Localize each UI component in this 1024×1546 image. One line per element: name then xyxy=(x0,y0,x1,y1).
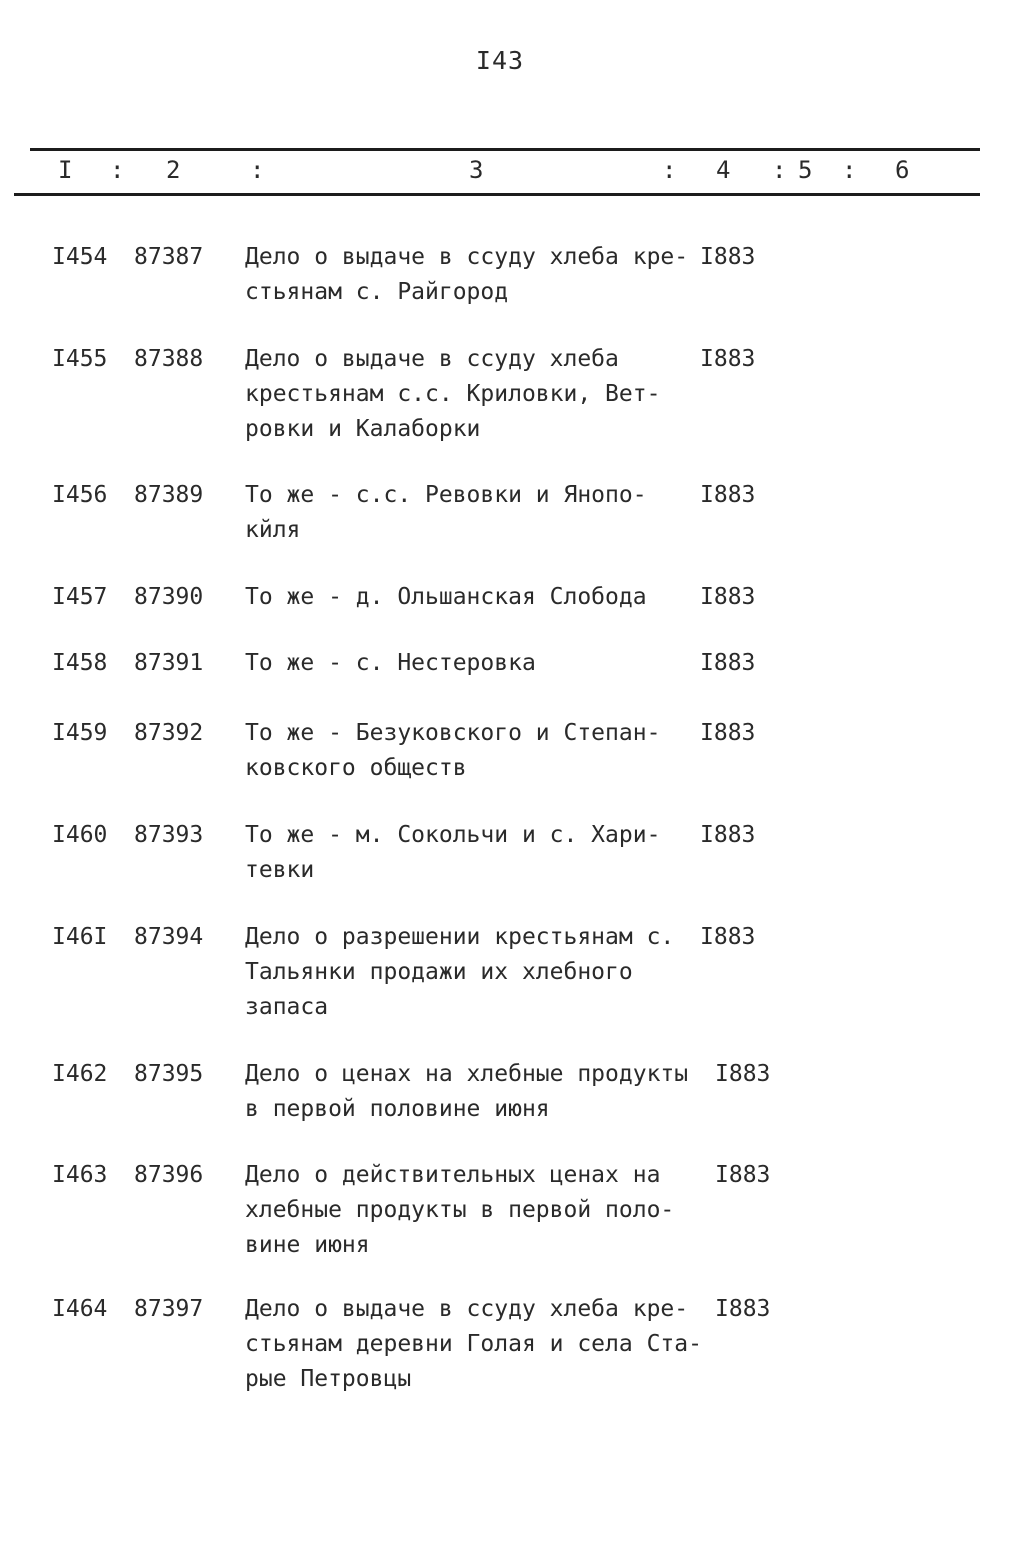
item-number: I460 xyxy=(52,822,108,848)
page-number: I43 xyxy=(475,46,525,75)
item-number: I457 xyxy=(52,584,108,610)
file-title: То же - с. Нестеровка xyxy=(245,650,536,676)
file-title: Дело о выдаче в ссуду хлеба кре- стьянам деревни Голая и села Ста- рые Петровцы xyxy=(245,1296,702,1392)
file-year: I883 xyxy=(700,924,756,950)
item-number: I463 xyxy=(52,1162,108,1188)
header-col-3: 3 xyxy=(469,156,484,184)
file-title: То же - м. Сокольчи и с. Хари- тевки xyxy=(245,822,661,883)
file-number: 87394 xyxy=(134,924,204,950)
file-number: 87389 xyxy=(134,482,204,508)
header-top-rule xyxy=(30,148,980,151)
file-title: Дело о действительных ценах на хлебные продукты в первой поло- вине июня xyxy=(245,1162,675,1258)
item-number: I459 xyxy=(52,720,108,746)
file-year: I883 xyxy=(700,482,756,508)
file-number: 87391 xyxy=(134,650,204,676)
file-year: I883 xyxy=(700,720,756,746)
header-col-6: 6 xyxy=(895,156,910,184)
file-title: То же - Безуковского и Степан- ковского обществ xyxy=(245,720,661,781)
file-year: I883 xyxy=(700,346,756,372)
header-col-4: 4 xyxy=(716,156,731,184)
file-title: Дело о выдаче в ссуду хлеба кре- стьянам с. Райгород xyxy=(245,244,689,305)
header-separator: : xyxy=(250,156,265,184)
header-col-2: 2 xyxy=(166,156,181,184)
header-separator: : xyxy=(842,156,857,184)
file-number: 87397 xyxy=(134,1296,204,1322)
file-number: 87388 xyxy=(134,346,204,372)
file-number: 87395 xyxy=(134,1061,204,1087)
file-year: I883 xyxy=(700,584,756,610)
file-title: Дело о ценах на хлебные продукты в первой половине июня xyxy=(245,1061,689,1122)
file-year: I883 xyxy=(700,822,756,848)
item-number: I462 xyxy=(52,1061,108,1087)
file-year: I883 xyxy=(700,650,756,676)
header-col-1: I xyxy=(58,156,73,184)
header-bottom-rule xyxy=(14,193,980,196)
header-separator: : xyxy=(772,156,787,184)
file-number: 87392 xyxy=(134,720,204,746)
item-number: I455 xyxy=(52,346,108,372)
file-number: 87396 xyxy=(134,1162,204,1188)
header-separator: : xyxy=(662,156,677,184)
file-title: То же - д. Ольшанская Слобода xyxy=(245,584,647,610)
file-year: I883 xyxy=(700,244,756,270)
item-number: I464 xyxy=(52,1296,108,1322)
item-number: I458 xyxy=(52,650,108,676)
file-year: I883 xyxy=(715,1061,771,1087)
header-col-5: 5 xyxy=(798,156,813,184)
item-number: I454 xyxy=(52,244,108,270)
file-year: I883 xyxy=(715,1162,771,1188)
header-separator: : xyxy=(110,156,125,184)
file-title: Дело о выдаче в ссуду хлеба крестьянам с.с. Криловки, Вет- ровки и Калаборки xyxy=(245,346,661,442)
file-year: I883 xyxy=(715,1296,771,1322)
file-title: То же - с.с. Ревовки и Янопо- кйля xyxy=(245,482,647,543)
file-number: 87393 xyxy=(134,822,204,848)
file-title: Дело о разрешении крестьянам с. Тальянки продажи их хлебного запаса xyxy=(245,924,675,1020)
item-number: I456 xyxy=(52,482,108,508)
file-number: 87390 xyxy=(134,584,204,610)
item-number: I46I xyxy=(52,924,108,950)
file-number: 87387 xyxy=(134,244,204,270)
